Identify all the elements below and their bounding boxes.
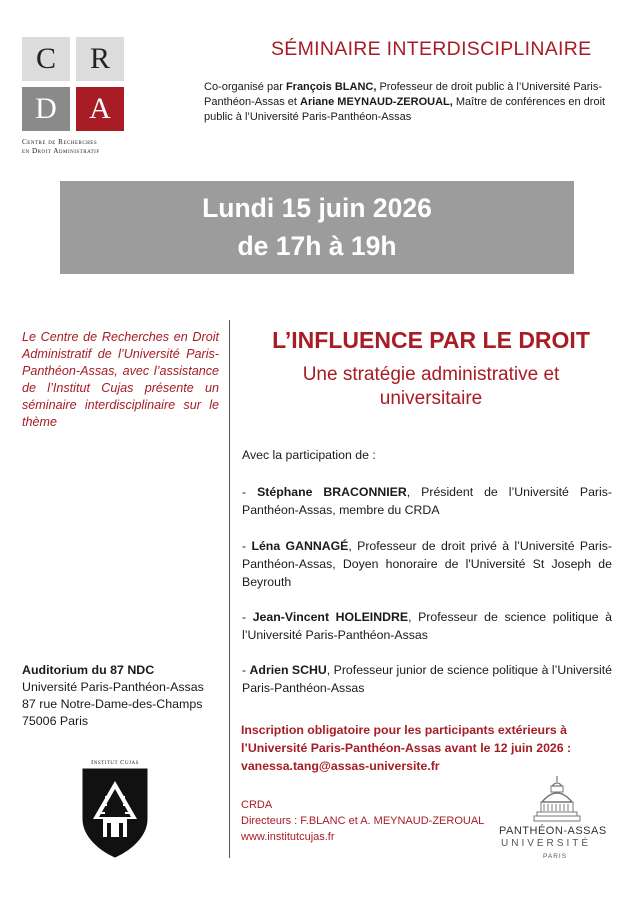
logo-letter-c: C <box>22 37 70 81</box>
university-word: UNIVERSITÉ <box>501 838 592 849</box>
footer-directors: Directeurs : F.BLANC et A. MEYNAUD-ZEROUAL <box>241 815 485 827</box>
crda-logo <box>22 37 126 163</box>
date-day: Lundi 15 juin 2026 <box>202 193 432 223</box>
inscription-email[interactable]: vanessa.tang@assas-universite.fr <box>241 759 440 773</box>
university-name: PANTHÉON-ASSAS <box>499 825 607 837</box>
participation-intro: Avec la participation de : <box>242 448 376 462</box>
participant-name: Adrien SCHU <box>249 663 327 677</box>
participant-name: Jean-Vincent HOLEINDRE <box>252 610 409 624</box>
participant-item: - Léna GANNAGÉ, Professeur de droit privé à l’Université Paris-Panthéon-Assas, Doyen honoraire de l'Université St Joseph de Beyrouth <box>242 539 612 589</box>
pantheon-dome-icon <box>532 774 582 824</box>
theme-subtitle: Une stratégie administrative et universitaire <box>302 364 560 409</box>
intro-text: Le Centre de Recherches en Droit Administratif de l’Université Paris-Panthéon-Assas, avec l’assistance de l’Institut Cujas présente un séminaire interdisciplinaire sur le thème <box>22 330 219 429</box>
footer-block <box>241 797 501 845</box>
participant-item: - Stéphane BRACONNIER, Président de l’Université Paris-Panthéon-Assas, membre du CRDA <box>242 485 612 517</box>
theme-title: L’INFLUENCE PAR LE DROIT <box>272 327 590 353</box>
column-divider <box>229 320 230 858</box>
footer-org: CRDA <box>241 799 273 811</box>
inscription-text: Inscription obligatoire pour les participants extérieurs à l’Université Paris-Panthéon-Assas avant le 12 juin 2026 : vanessa.tang@assas-universite.fr <box>241 721 616 775</box>
date-banner <box>60 181 574 274</box>
cujas-logo-label: Institut Cujas <box>91 759 139 766</box>
university-logo <box>496 774 618 864</box>
venue-name: Auditorium du 87 NDC <box>22 663 155 677</box>
participant-name: Léna GANNAGÉ <box>251 539 349 553</box>
logo-letter-r: R <box>76 37 124 81</box>
venue-line: 75006 Paris <box>22 714 89 728</box>
coorganizer-2-name: Ariane MEYNAUD-ZEROUAL, <box>300 96 453 108</box>
venue-block <box>22 662 227 730</box>
date-time: de 17h à 19h <box>237 231 397 261</box>
footer-website[interactable]: www.institutcujas.fr <box>241 831 335 843</box>
university-city: PARIS <box>543 853 568 860</box>
coorganizer-1-name: François BLANC, <box>285 81 377 93</box>
participant-item: - Jean-Vincent HOLEINDRE, Professeur de science politique à l’Université Paris-Panthéon-Assas <box>242 610 613 642</box>
seminar-title: SÉMINAIRE INTERDISCIPLINAIRE <box>271 38 592 60</box>
logo-letter-a: A <box>76 87 124 131</box>
cujas-logo <box>79 759 151 859</box>
venue-line: 87 rue Notre-Dame-des-Champs <box>22 697 203 711</box>
participant-item: - Adrien SCHU, Professeur junior de science politique à l’Université Paris-Panthéon-Assas <box>242 663 612 695</box>
cujas-shield-icon <box>79 767 151 859</box>
coorganizers-text: Co-organisé par François BLANC, Professeur de droit public à l’Université Paris-Panthéon-Assas et Ariane MEYNAUD-ZEROUAL, Maître de conférences en droit public à l’Université Paris-Panthéon-Assas <box>204 81 606 123</box>
venue-line: Université Paris-Panthéon-Assas <box>22 680 204 694</box>
participant-name: Stéphane BRACONNIER <box>257 485 407 499</box>
logo-subtitle: Centre de Recherches en Droit Administratif <box>22 138 100 155</box>
logo-letter-d: D <box>22 87 70 131</box>
